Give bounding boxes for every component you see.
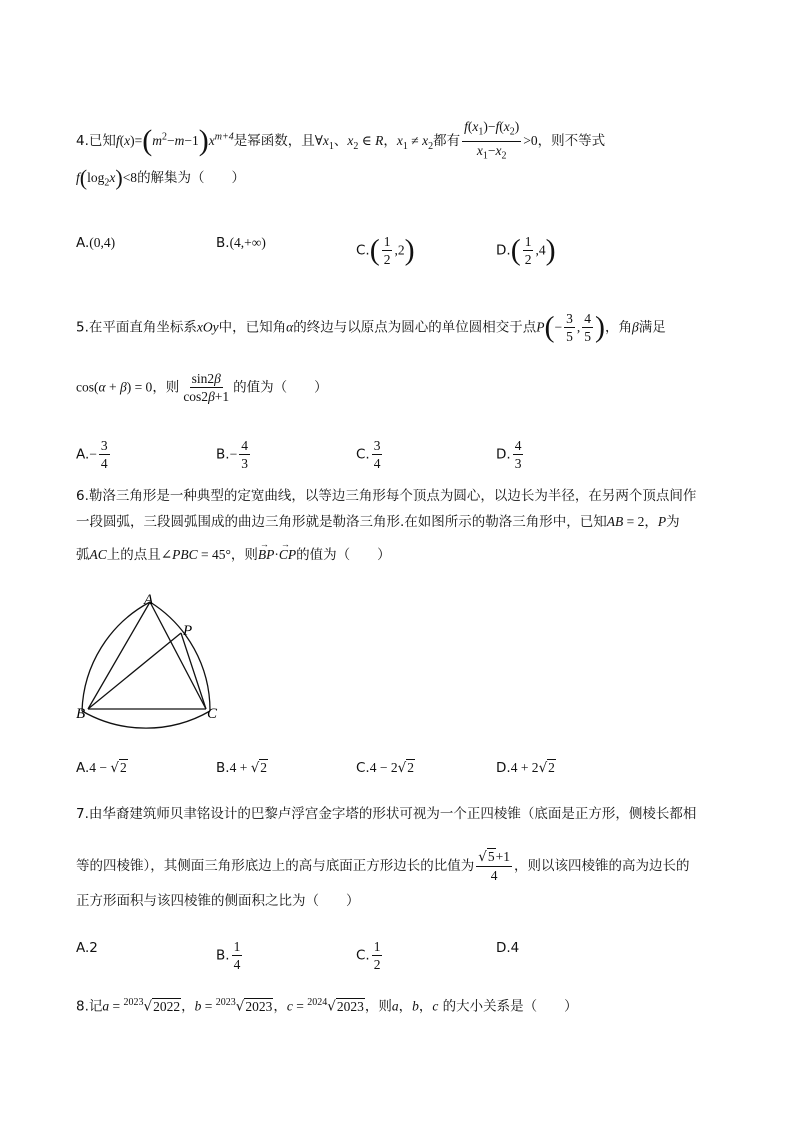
label-b: B <box>76 706 86 722</box>
q4-fraction: $\frac{f(x_1)-f(x_2)}{x_1-x_2}$ <box>464 119 520 162</box>
q6-line2: 一段圆弧，三段圆弧围成的曲边三角形就是勒洛三角形.在如图所示的勒洛三角形中，已知AB = 2，P为 <box>76 514 680 530</box>
segment-pc <box>181 633 206 709</box>
label-c: C <box>207 706 218 722</box>
q4-line2: $f(\log_2x)<8$的解集为（ ） <box>76 165 246 190</box>
label-a: A <box>144 592 154 608</box>
reuleaux-triangle-figure <box>70 585 230 730</box>
q7-option-b[interactable]: B. $\frac{1}{4}$ <box>216 939 241 972</box>
q6-option-d[interactable]: D.4 + 2√2 <box>496 760 555 776</box>
q6-line1: 6.勒洛三角形是一种典型的定宽曲线，以等边三角形每个顶点为圆心，以边长为半径，在另两个顶点间作 <box>76 488 697 504</box>
q5-option-c[interactable]: C. $\frac{3}{4}$ <box>356 438 381 471</box>
q4-option-c[interactable]: C.( $\frac{1}{2}$ ,2) <box>356 233 415 267</box>
label-p: P <box>183 623 193 639</box>
q6-option-b[interactable]: B.4 + √2 <box>216 760 268 776</box>
arc-bc <box>82 711 210 728</box>
q8-line1: 8.记a = $^{2023}$√2022，b = $^{2023}$√2023，c = $^{2024}$√2023，则a，b，c 的大小关系是（ ） <box>76 997 578 1015</box>
q4-line1: 4.已知$f(x)=(m^2-m-1)x^{m+4}$是幂函数，且$\forall x_1$、$x_2$ ∈ R，$x_1 \ne x_2$都有 $\frac{f(x_1)-f(x_2)}{x_1-x_2}$ >0，则不等式 <box>76 118 605 164</box>
q5-option-a[interactable]: A.− $\frac{3}{4}$ <box>76 438 108 471</box>
q7-option-d[interactable]: D.4 <box>496 940 520 956</box>
q5-option-b[interactable]: B.− $\frac{4}{3}$ <box>216 438 248 471</box>
q5-line1: 5.在平面直角坐标系xOy中，已知角α的终边与以原点为圆心的单位圆相交于点P(− $\frac{3}{5}$ , $\frac{4}{5}$ )，角β满足 <box>76 310 666 344</box>
q6-option-c[interactable]: C.4 − 2√2 <box>356 760 414 776</box>
q4-option-b[interactable]: B.(4,+∞) <box>216 235 266 251</box>
q7-line3: 正方形面积与该四棱锥的侧面积之比为（ ） <box>76 893 360 909</box>
q4-option-a[interactable]: A.(0,4) <box>76 235 116 251</box>
q7-option-c[interactable]: C. $\frac{1}{2}$ <box>356 939 381 972</box>
q7-option-a[interactable]: A.2 <box>76 940 98 956</box>
q5-option-d[interactable]: D. $\frac{4}{3}$ <box>496 438 522 471</box>
q7-line1: 7.由华裔建筑师贝聿铭设计的巴黎卢浮宫金字塔的形状可视为一个正四棱锥（底面是正方形，侧棱长都相 <box>76 806 697 822</box>
q6-line3: 弧AC上的点且∠PBC = 45°，则→ BP·→ CP的值为（ ） <box>76 545 391 565</box>
q4-option-d[interactable]: D.( $\frac{1}{2}$ ,4) <box>496 233 556 267</box>
q4-prefix: 4.已知 <box>76 133 116 150</box>
q6-option-a[interactable]: A.4 − √2 <box>76 760 127 776</box>
q5-line2: cos(α + β) = 0，则 $\frac{\sin 2\beta}{\cos 2\beta+1}$ 的值为（ ） <box>76 371 328 404</box>
segment-bp <box>88 633 181 709</box>
q7-line2: 等的四棱锥），其侧面三角形底边上的高与底面正方形边长的比值为 $\frac{√5+1}{4}$ ，则以该四棱锥的高为边长的 <box>76 849 690 883</box>
